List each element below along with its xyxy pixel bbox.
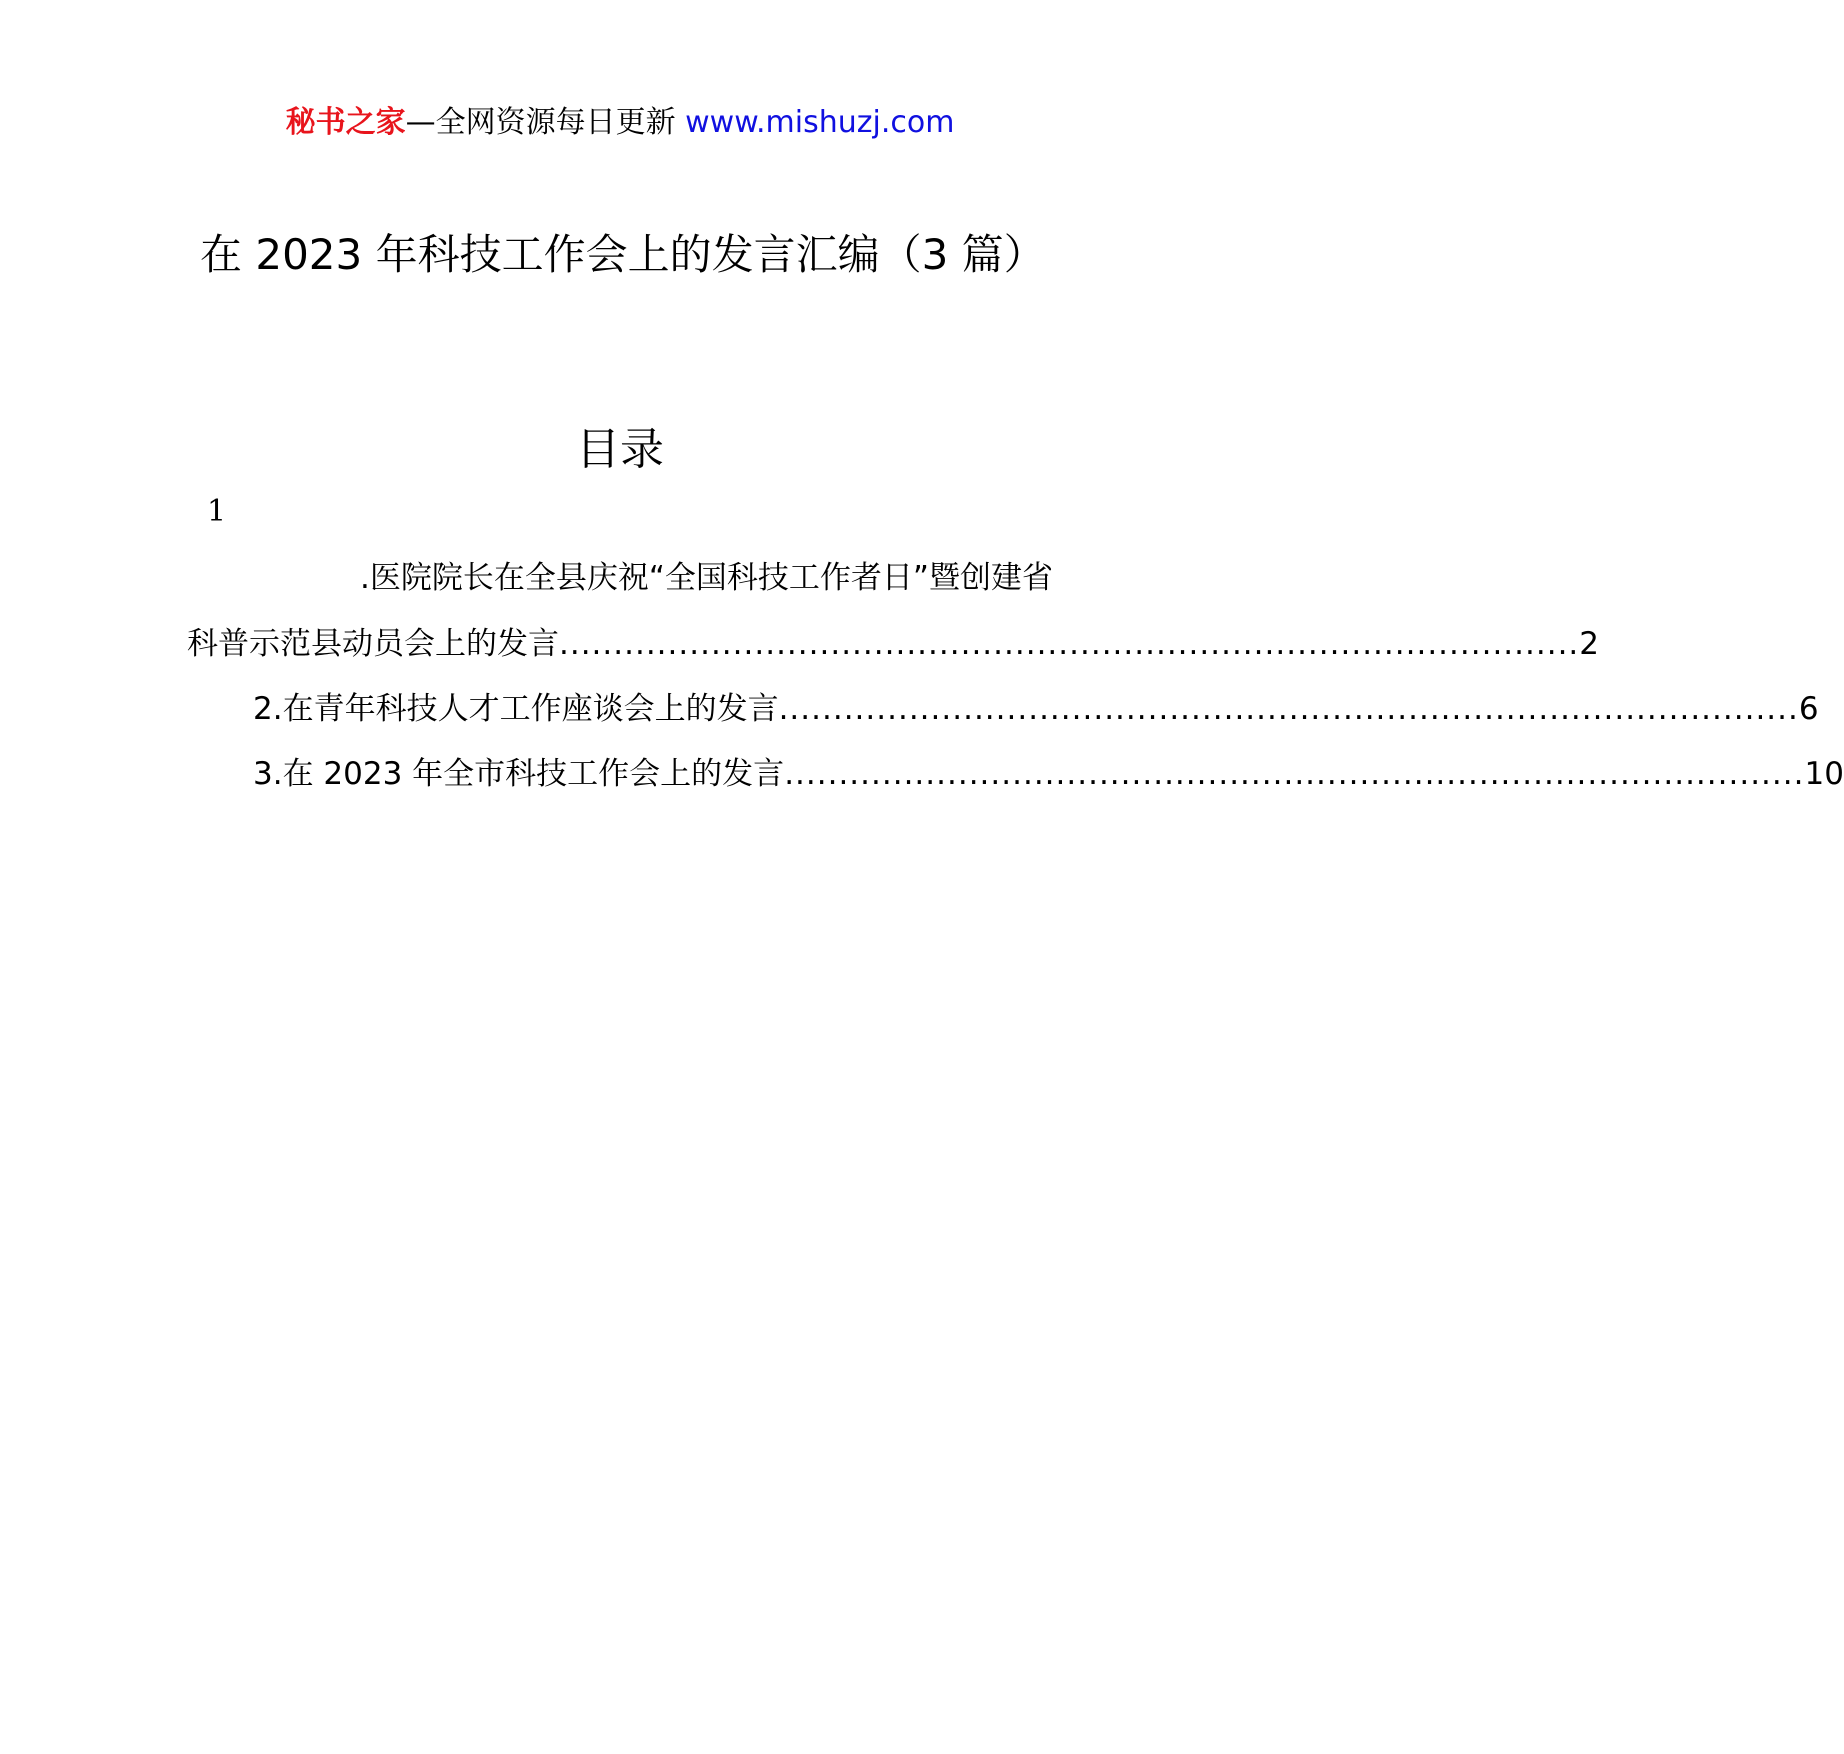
toc-heading: 目录 <box>576 424 664 475</box>
toc-entry-3[interactable] <box>253 752 1844 796</box>
toc-entry-text: .医院院长在全县庆祝“全国科技工作者日”暨创建省 <box>360 560 1053 596</box>
toc-entry-2[interactable] <box>253 687 1819 731</box>
toc-entry-text: 科普示范县动员会上的发言 <box>187 626 559 662</box>
toc-page-number: 10 <box>1804 756 1844 792</box>
toc-page-number: 6 <box>1798 691 1819 727</box>
document-title: 在 2023 年科技工作会上的发言汇编（3 篇） <box>200 230 1046 279</box>
toc-entry-text: 2.在青年科技人才工作座谈会上的发言 <box>253 691 779 727</box>
toc-page-number: 2 <box>1579 626 1600 662</box>
toc-entry-1-line-2[interactable] <box>187 622 1600 666</box>
banner-tagline: —全网资源每日更新 <box>405 105 676 140</box>
toc-entry-number: 1 <box>207 494 227 529</box>
site-banner <box>0 100 1240 146</box>
toc-entry-1-line-1[interactable] <box>253 556 1053 600</box>
toc-dot-leader: .............................................................................................. <box>784 756 1805 792</box>
brand-name: 秘书之家 <box>285 105 406 140</box>
toc-dot-leader: .............................................................................................. <box>559 626 1580 662</box>
toc-entry-text: 3.在 2023 年全市科技工作会上的发言 <box>253 756 785 792</box>
toc-dot-leader: .............................................................................................. <box>778 691 1799 727</box>
site-link[interactable]: www.mishuzj.com <box>685 105 955 140</box>
